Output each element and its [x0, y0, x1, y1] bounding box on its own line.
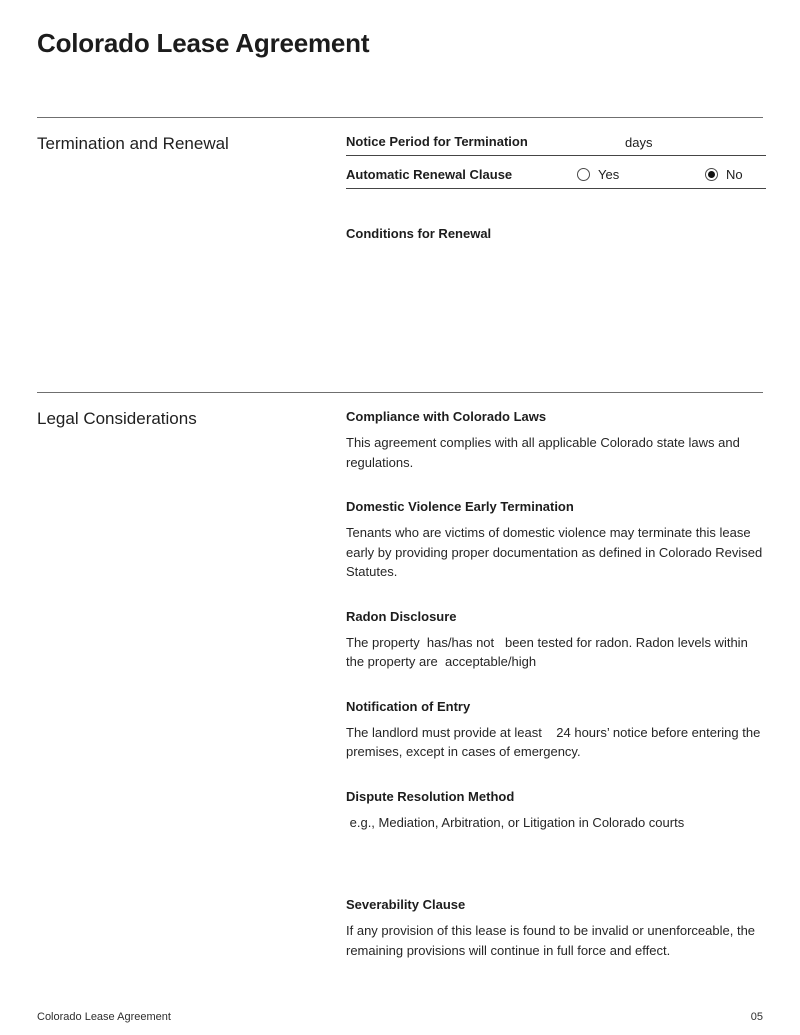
footer-doc-name: Colorado Lease Agreement [37, 1011, 171, 1023]
legal-item-heading: Compliance with Colorado Laws [346, 409, 547, 424]
legal-item-domestic-violence [346, 500, 766, 582]
legal-item-radon [346, 610, 766, 672]
legal-item-heading: Domestic Violence Early Termination [346, 499, 574, 514]
field-notice-period [346, 118, 766, 156]
automatic-renewal-label: Automatic Renewal Clause [346, 167, 513, 182]
legal-item-dispute [346, 790, 766, 833]
legal-item-body: This agreement complies with all applicable Colorado state laws and regulations. [346, 435, 744, 470]
radio-option-no[interactable] [705, 167, 743, 182]
page-footer [37, 1011, 763, 1023]
legal-item-heading: Notification of Entry [346, 698, 471, 714]
legal-item-body: The landlord must provide at least 24 hours’ notice before entering the premises, except in cases of emergency. [346, 724, 764, 759]
radio-option-yes[interactable] [577, 167, 619, 182]
legal-item-entry [346, 700, 766, 762]
legal-item-body: The property has/has not been tested for radon. Radon levels within the property are acceptable/high [346, 634, 752, 669]
legal-item-body: If any provision of this lease is found to be invalid or unenforceable, the remaining provisions will continue in full force and effect. [346, 923, 759, 958]
field-conditions-for-renewal [346, 225, 766, 383]
legal-item-body: e.g., Mediation, Arbitration, or Litigation in Colorado courts [346, 814, 685, 830]
section-title-termination: Termination and Renewal [37, 134, 229, 153]
legal-item-severability [346, 898, 766, 960]
field-automatic-renewal [346, 156, 766, 189]
radio-button-icon[interactable] [705, 168, 718, 181]
legal-item-body: Tenants who are victims of domestic violence may terminate this lease early by providing proper documentation as defined in Colorado Revised Statutes. [346, 525, 766, 579]
radio-no-label: No [726, 167, 743, 182]
section-termination-and-renewal [37, 117, 763, 392]
conditions-label: Conditions for Renewal [346, 226, 492, 241]
conditions-input-area[interactable] [346, 243, 766, 383]
legal-item-heading: Dispute Resolution Method [346, 788, 515, 804]
notice-period-label: Notice Period for Termination [346, 134, 528, 149]
footer-page-number: 05 [750, 1011, 763, 1023]
legal-item-heading: Radon Disclosure [346, 608, 457, 624]
page-title: Colorado Lease Agreement [37, 28, 370, 58]
notice-period-suffix: days [625, 135, 653, 150]
legal-item-heading: Severability Clause [346, 897, 466, 912]
legal-item-compliance [346, 410, 766, 472]
radio-yes-label: Yes [598, 167, 620, 182]
notice-period-input[interactable] [531, 132, 621, 150]
section-legal-considerations [37, 392, 766, 988]
section-title-legal: Legal Considerations [37, 409, 197, 428]
radio-button-icon[interactable] [577, 168, 590, 181]
